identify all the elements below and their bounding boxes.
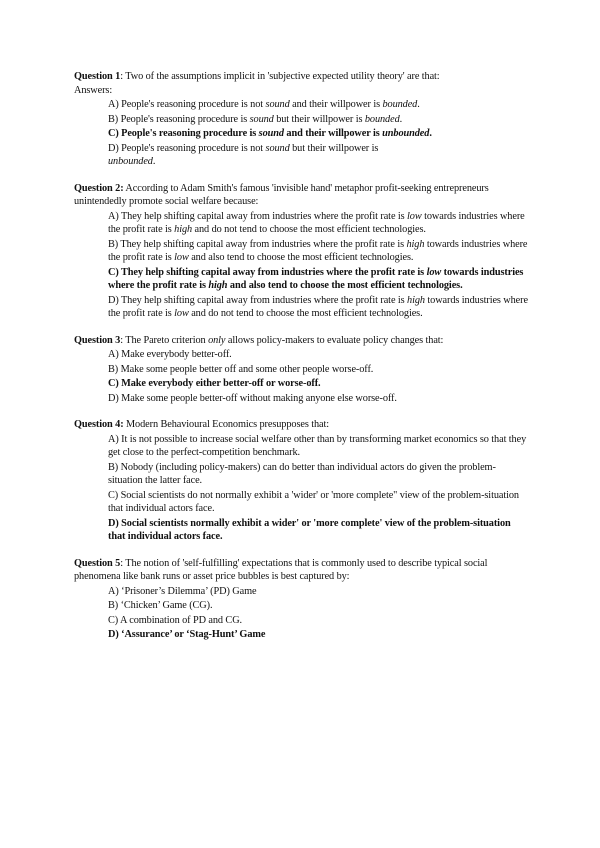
question-2 [74,182,529,321]
question-5 [74,557,529,642]
question-label: Question 4: [74,419,124,430]
option-a: A) ‘Prisoner’s Dilemma’ (PD) Game [108,585,257,597]
document-page [74,70,529,655]
option-d: D) They help shifting capital away from industries where the profit rate is high towards industries where the profit rate is low and do not tend to choose the most efficient technologies. [108,294,528,319]
question-label: Question 2: [74,182,124,194]
question-stem: Question 1: Two of the assumptions implicit in 'subjective expected utility theory' are that: [74,71,440,82]
question-stem [74,182,529,209]
option-b: B) Make some people better off and some other people worse-off. [108,363,374,375]
option-d-correct: D) ‘Assurance’ or ‘Stag-Hunt’ Game [108,629,266,640]
question-text: According to Adam Smith's famous 'invisible hand' metaphor profit-seeking entrepreneurs unintendedly promote social welfare because: [74,182,489,207]
option-d: D) Make some people better-off without making anyone else worse-off. [108,392,397,404]
option-b: B) ‘Chicken’ Game (CG). [108,600,213,611]
question-stem: Question 3: The Pareto criterion only allows policy-makers to evaluate policy changes that: [74,334,444,346]
question-stem [74,418,529,432]
options-list [108,210,529,321]
option-b: B) Nobody (including policy-makers) can do better than individual actors do given the problem-situation the latter face. [108,461,496,486]
question-text: The notion of 'self-fulfilling' expectations that is commonly used to describe typical social phenomena like bank runs or asset price bubbles is best captured by: [74,557,488,582]
option-c-correct: C) Make everybody either better-off or worse-off. [108,378,321,389]
option-a: A) People's reasoning procedure is not sound and their willpower is bounded. [108,99,420,110]
question-label: Question 1 [74,71,121,82]
option-b: B) People's reasoning procedure is sound but their willpower is bounded. [108,113,403,125]
question-label: Question 3 [74,334,121,346]
question-4 [74,418,529,544]
option-c: C) A combination of PD and CG. [108,614,243,626]
question-text: Modern Behavioural Economics presupposes that: [123,419,330,430]
option-c: C) Social scientists do not normally exhibit a 'wider' or 'more complete" view of the problem-situation that individual actors face. [108,489,519,514]
option-a: A) It is not possible to increase social welfare other than by transforming market economics so that they get close to the perfect-competition benchmark. [108,433,527,458]
options-list [108,98,529,169]
options-list [108,585,529,642]
option-d-correct: D) Social scientists normally exhibit a wider' or 'more complete' view of the problem-situation that individual actors face. [108,517,511,542]
answers-label: Answers: [74,84,113,96]
option-a: A) Make everybody better-off. [108,349,232,360]
option-c-correct: C) People's reasoning procedure is sound and their willpower is unbounded. [108,128,432,139]
option-b: B) They help shifting capital away from industries where the profit rate is high towards industries where the profit rate is low and also tend to choose the most efficient technologies. [108,238,528,263]
question-stem: Question 5: The notion of 'self-fulfilling' expectations that is commonly used to describe typical social phenomena like bank runs or asset price bubbles is best captured by: [74,557,488,582]
options-list [108,348,529,405]
question-text: Two of the assumptions implicit in 'subjective expected utility theory' are that: [122,71,440,82]
option-a: A) They help shifting capital away from industries where the profit rate is low towards industries where the profit rate is high and do not tend to choose the most efficient technologies. [108,210,525,235]
question-label: Question 5 [74,557,121,569]
option-c-correct: C) They help shifting capital away from industries where the profit rate is low towards industries where the profit rate is high and also tend to choose the most efficient technologies. [108,266,524,291]
question-3 [74,334,529,406]
option-d: D) People's reasoning procedure is not sound but their willpower is unbounded. [108,142,379,167]
options-list [108,433,529,544]
question-1 [74,70,529,169]
